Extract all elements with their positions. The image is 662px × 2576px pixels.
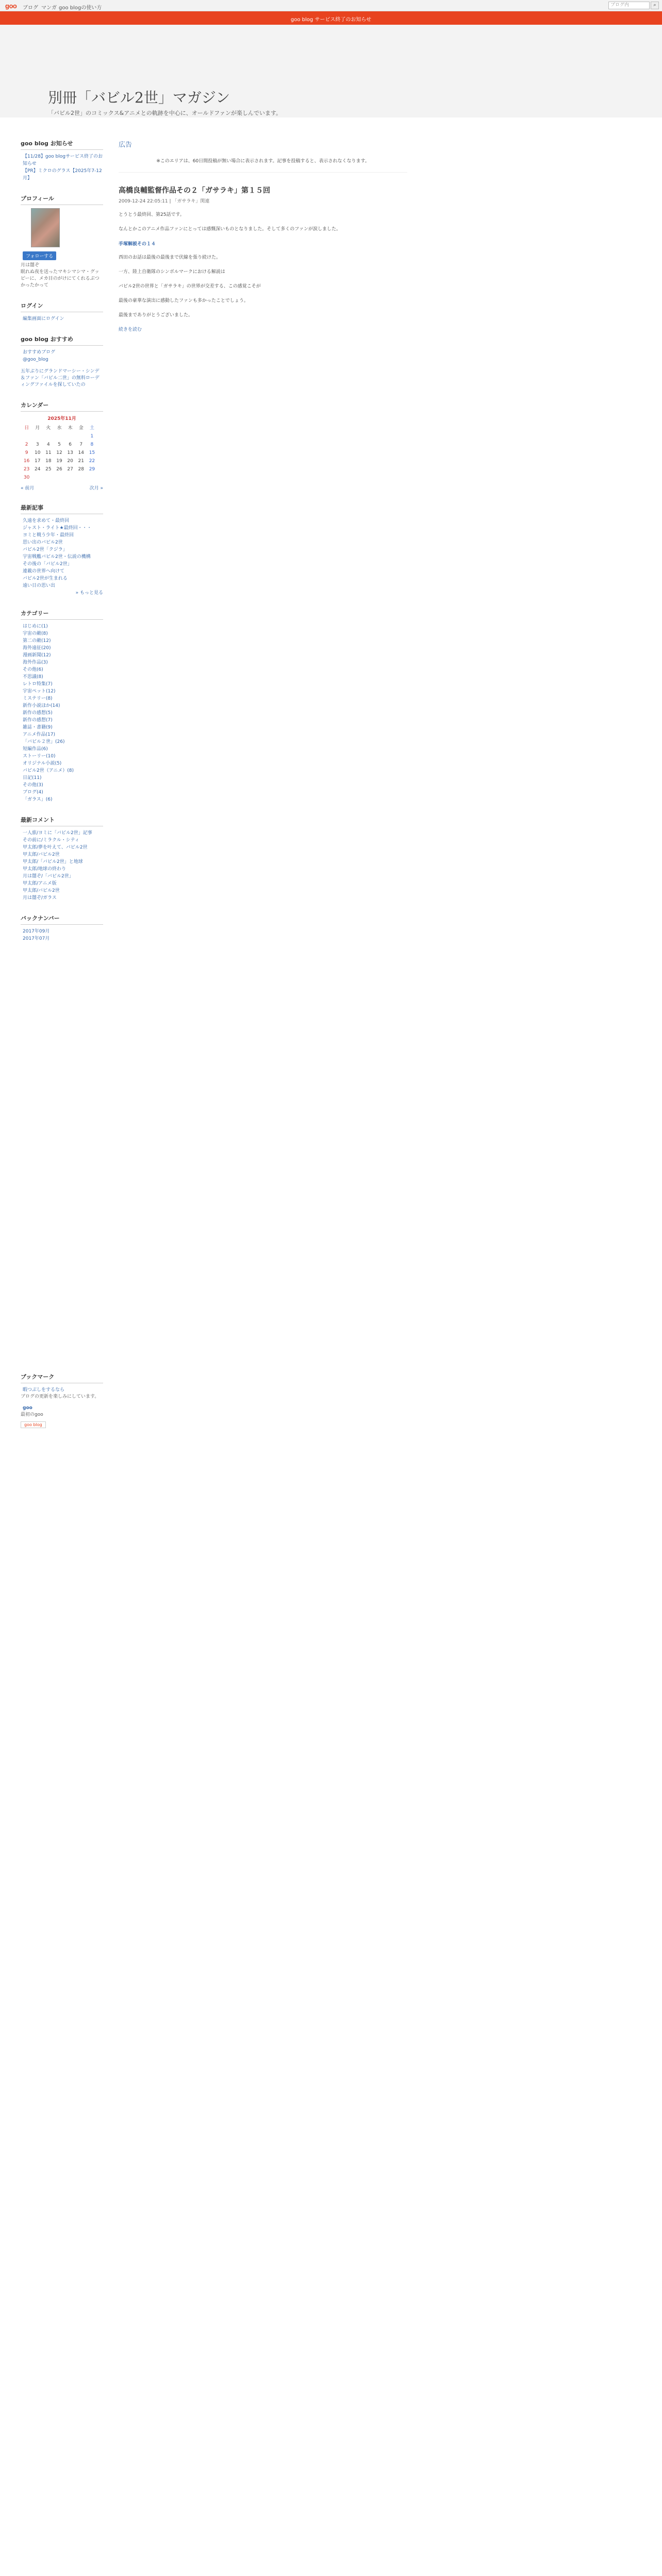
- calendar-day: [32, 433, 42, 440]
- category-item[interactable]: ミステリー(8): [23, 696, 53, 701]
- category-item[interactable]: 日記(11): [23, 775, 42, 781]
- category-item[interactable]: 「バビル２世」(26): [23, 739, 65, 744]
- calendar-day: 1: [90, 434, 94, 439]
- calendar-day: 25: [45, 467, 52, 472]
- recent-item[interactable]: バビル2世が生まれる: [23, 576, 68, 581]
- category-item[interactable]: 新作小説ほか(14): [23, 703, 60, 708]
- post-paragraph: バビル2世の世界と「ガサラキ」の世界が交差する、この感覚こそが: [119, 284, 261, 289]
- comment-item[interactable]: 甲太郎/バビル2世: [23, 852, 60, 857]
- calendar-day: [43, 474, 53, 481]
- comment-heading: 最新コメント: [21, 816, 103, 826]
- calendar-day: 17: [34, 459, 41, 464]
- category-item[interactable]: 新作の感想(7): [23, 718, 53, 723]
- category-item[interactable]: はじめに(1): [23, 624, 48, 629]
- follow-button[interactable]: フォローする: [23, 251, 56, 260]
- nav-link-howto[interactable]: goo blogの使い方: [59, 5, 102, 11]
- calendar-day: [22, 433, 31, 440]
- post-subheading: 手塚解説その１４: [119, 242, 156, 247]
- category-list: [21, 623, 103, 803]
- calendar-day: 15: [89, 450, 95, 455]
- category-item[interactable]: 宇宙の敵(8): [23, 631, 48, 636]
- post-paragraph: なんとかこのアニメ作品ファンにとっては感慨深いものとなりました。そして多くのファンが涙しました。: [119, 227, 341, 232]
- goo-link[interactable]: 最初のgoo: [21, 1412, 43, 1417]
- calendar-day: [87, 474, 97, 481]
- category-heading: カテゴリー: [21, 609, 103, 620]
- calendar-day: 3: [36, 442, 39, 447]
- post-paragraph: 西田のお話は最後の最後まで伏線を張り続けた。: [119, 255, 221, 260]
- calendar-day: [76, 474, 86, 481]
- calendar-day: 19: [56, 459, 62, 464]
- calendar-day-header: 木: [68, 426, 73, 431]
- blog-description: 「バビル2世」のコミックス&アニメとの軌跡を中心に、オールドファンが楽しんでいます。: [48, 110, 282, 116]
- calendar-day: 5: [58, 442, 61, 447]
- calendar-day: 22: [89, 459, 95, 464]
- calendar-day: 9: [25, 450, 28, 455]
- comment-item[interactable]: 月は闇ぞ/「バビル2世」: [23, 874, 74, 879]
- category-item[interactable]: 海外遠征(20): [23, 646, 51, 651]
- read-more-link[interactable]: 続きを読む: [119, 327, 142, 332]
- calendar-next-link[interactable]: 次月 »: [89, 486, 103, 491]
- bookmark-heading: ブックマーク: [21, 1372, 103, 1383]
- category-item[interactable]: レトロ特集(7): [23, 682, 53, 687]
- calendar-day: 26: [56, 467, 62, 472]
- recommend-item[interactable]: @goo_blog: [23, 357, 48, 362]
- post-body: [119, 211, 407, 333]
- blog-header: [0, 25, 662, 117]
- calendar-day: 23: [23, 467, 30, 472]
- recommend-heading: goo blog おすすめ: [21, 335, 103, 346]
- category-item[interactable]: 漫画新聞(12): [23, 653, 51, 658]
- calendar-day: 28: [78, 467, 84, 472]
- calendar-day: 4: [46, 442, 50, 447]
- comment-item[interactable]: 月は闇ぞ/ガラス: [23, 895, 57, 901]
- recent-item[interactable]: ジャスト・ライト★最終回・・・: [23, 526, 92, 531]
- search-input[interactable]: ブログ内: [608, 2, 650, 9]
- calendar-day: 30: [23, 475, 30, 480]
- profile-text: 眠れぬ夜を送ったマキシマシマ・グッピーに、メカ目のがけにてくれるぶつかったかって: [21, 269, 100, 288]
- calendar-day-header: 水: [57, 426, 62, 431]
- comment-item[interactable]: 甲太郎/地球の終わり: [23, 867, 67, 872]
- calendar-day: 27: [67, 467, 73, 472]
- backnumber-item[interactable]: 2017年09月: [23, 929, 50, 934]
- calendar-day: 8: [90, 442, 94, 447]
- profile-image: [31, 208, 60, 247]
- category-item[interactable]: バビル2世（アニメ）(8): [23, 768, 74, 773]
- main-content: [119, 139, 407, 333]
- recent-item[interactable]: その後の「バビル2世」: [23, 562, 72, 567]
- goo-notice-item[interactable]: 【11/28】goo blogサービス終了のお知らせ: [23, 154, 103, 166]
- category-item[interactable]: その他(6): [23, 667, 43, 672]
- calendar-day: 14: [78, 450, 84, 455]
- nav-link-blog[interactable]: ブログ: [23, 5, 38, 11]
- calendar-day: 21: [78, 459, 84, 464]
- calendar-day: 13: [67, 450, 73, 455]
- category-item[interactable]: 「ガラス」(6): [23, 797, 53, 802]
- goo-logo[interactable]: goo: [5, 2, 17, 10]
- category-item[interactable]: ストーリー(10): [23, 754, 56, 759]
- recent-item[interactable]: 宇宙戦艦バビル2世・伝説の機構: [23, 554, 91, 560]
- inactive-notice: ※このエリアは、60日間投稿が無い場合に表示されます。記事を投稿すると、表示されなくなります。: [119, 154, 407, 173]
- profile-name: 月は闇ぞ: [21, 263, 40, 268]
- calendar-month: 2025年11月: [47, 416, 76, 421]
- calendar-day: [43, 433, 53, 440]
- goo-blog-banner[interactable]: goo blog: [21, 1421, 46, 1428]
- top-bar: [0, 0, 662, 11]
- bookmark-link[interactable]: 暇つぶしをするなら: [23, 1387, 65, 1393]
- post-paragraph: 一方、陸上自衛隊のシンボルマークにおける解説は: [119, 269, 225, 275]
- bottom-sidebar: [21, 1360, 103, 1428]
- calendar-day: 7: [79, 442, 83, 447]
- comment-item[interactable]: 一人旅/ヨミに「バビル2世」記事: [23, 831, 92, 836]
- calendar-day: 20: [67, 459, 73, 464]
- recommend-text[interactable]: 五年ぶりにグランドマーシー・シンデ＆ファン「バビル二世」の無料ローディングファイルを探していたの: [21, 369, 100, 387]
- comment-item[interactable]: 甲太郎/アニメ版: [23, 881, 57, 886]
- recent-item[interactable]: ヨミと戦う少年・最終回: [23, 533, 74, 538]
- sidebar: [21, 139, 103, 942]
- category-item[interactable]: ブログ(4): [23, 790, 43, 795]
- nav-link-manga[interactable]: マンガ: [41, 5, 57, 11]
- category-item[interactable]: 不思議(8): [23, 674, 43, 680]
- recommend-item[interactable]: おすすめブログ: [23, 350, 56, 355]
- calendar-day-header: 月: [35, 426, 40, 431]
- comment-item[interactable]: 甲太郎/夢を叶えて、バビル2世: [23, 845, 88, 850]
- calendar: [21, 423, 98, 482]
- calendar-day: 11: [45, 450, 52, 455]
- recent-more-link[interactable]: » もっと見る: [75, 590, 103, 596]
- post-paragraph: 最後までありがとうございました。: [119, 313, 193, 318]
- calendar-day: 10: [34, 450, 41, 455]
- category-item[interactable]: 第二の敵(12): [23, 638, 51, 643]
- calendar-day: [54, 474, 64, 481]
- calendar-day: [76, 433, 86, 440]
- category-item[interactable]: 雑誌・書籍(9): [23, 725, 53, 730]
- post-meta: 2009-12-24 22:05:11 | 「ガサラキ」関連: [119, 199, 210, 204]
- recent-item[interactable]: 思い出のバビル2世: [23, 540, 63, 545]
- backnumber-item[interactable]: 2017年07月: [23, 936, 50, 941]
- post-paragraph: 最後の豪華な演出に感動したファンも多かったことでしょう。: [119, 298, 249, 303]
- post-title[interactable]: 高橋良輔監督作品その２「ガサラキ」第１５回: [119, 187, 270, 195]
- calendar-day: 29: [89, 467, 95, 472]
- calendar-day: [32, 474, 42, 481]
- calendar-day-header: 金: [78, 426, 84, 431]
- calendar-day: 6: [69, 442, 72, 447]
- recent-item[interactable]: 連載の世界へ向けて: [23, 569, 65, 574]
- calendar-prev-link[interactable]: « 前月: [21, 486, 35, 491]
- post-paragraph: とうとう最終回、第25話です。: [119, 212, 185, 217]
- calendar-heading: カレンダー: [21, 401, 103, 412]
- recent-list: [21, 517, 103, 589]
- recent-item[interactable]: 久遠を求めて・最終回: [23, 518, 70, 523]
- bookmark-text: ブログの更新を楽しみにしています。: [21, 1394, 100, 1399]
- comment-item[interactable]: 甲太郎/バビル2世: [23, 888, 60, 893]
- announcement-bar: [0, 11, 662, 25]
- calendar-day: 18: [45, 459, 52, 464]
- announcement-link[interactable]: goo blog サービス終了のお知らせ: [290, 17, 372, 23]
- calendar-day: 16: [23, 459, 30, 464]
- category-item[interactable]: アニメ作品(17): [23, 732, 56, 737]
- calendar-day: [54, 433, 64, 440]
- search-icon[interactable]: ⌕: [651, 2, 659, 9]
- calendar-day: [65, 474, 75, 481]
- category-item[interactable]: その他(3): [23, 783, 43, 788]
- category-item[interactable]: 短編作品(6): [23, 747, 48, 752]
- category-item[interactable]: 新作の感想(5): [23, 710, 53, 716]
- comment-item[interactable]: その前に/ミラクル・シティ: [23, 838, 80, 843]
- login-link[interactable]: 編集画面にログイン: [23, 316, 64, 321]
- calendar-day-header: 日: [24, 426, 29, 431]
- ad-label: 広告: [119, 141, 133, 149]
- backnumber-heading: バックナンバー: [21, 914, 103, 925]
- recent-heading: 最新記事: [21, 503, 103, 514]
- category-item[interactable]: 海外作品(3): [23, 660, 48, 665]
- comment-item[interactable]: 甲太郎/「バビル2世」と地球: [23, 859, 83, 865]
- comment-list: [21, 829, 103, 902]
- category-item[interactable]: 宇宙ペット(12): [23, 689, 56, 694]
- goo-notice-heading: goo blog お知らせ: [21, 139, 103, 150]
- calendar-day: [65, 433, 75, 440]
- calendar-day-header: 土: [89, 426, 94, 431]
- goo-label: goo: [23, 1405, 32, 1411]
- recent-item[interactable]: 遠い日の思い出: [23, 583, 56, 588]
- login-heading: ログイン: [21, 301, 103, 312]
- calendar-day: 12: [56, 450, 62, 455]
- calendar-day: 2: [25, 442, 28, 447]
- category-item[interactable]: オリジナル小説(5): [23, 761, 62, 766]
- blog-title[interactable]: 別冊「バビル2世」マガジン: [48, 89, 230, 106]
- profile-heading: プロフィール: [21, 194, 103, 205]
- calendar-day: 24: [34, 467, 41, 472]
- goo-notice-item[interactable]: 【PR】ミクロのグラス【2025年7-12月】: [23, 168, 102, 181]
- recent-item[interactable]: バビル2世「クジラ」: [23, 547, 68, 552]
- calendar-day-header: 火: [46, 426, 51, 431]
